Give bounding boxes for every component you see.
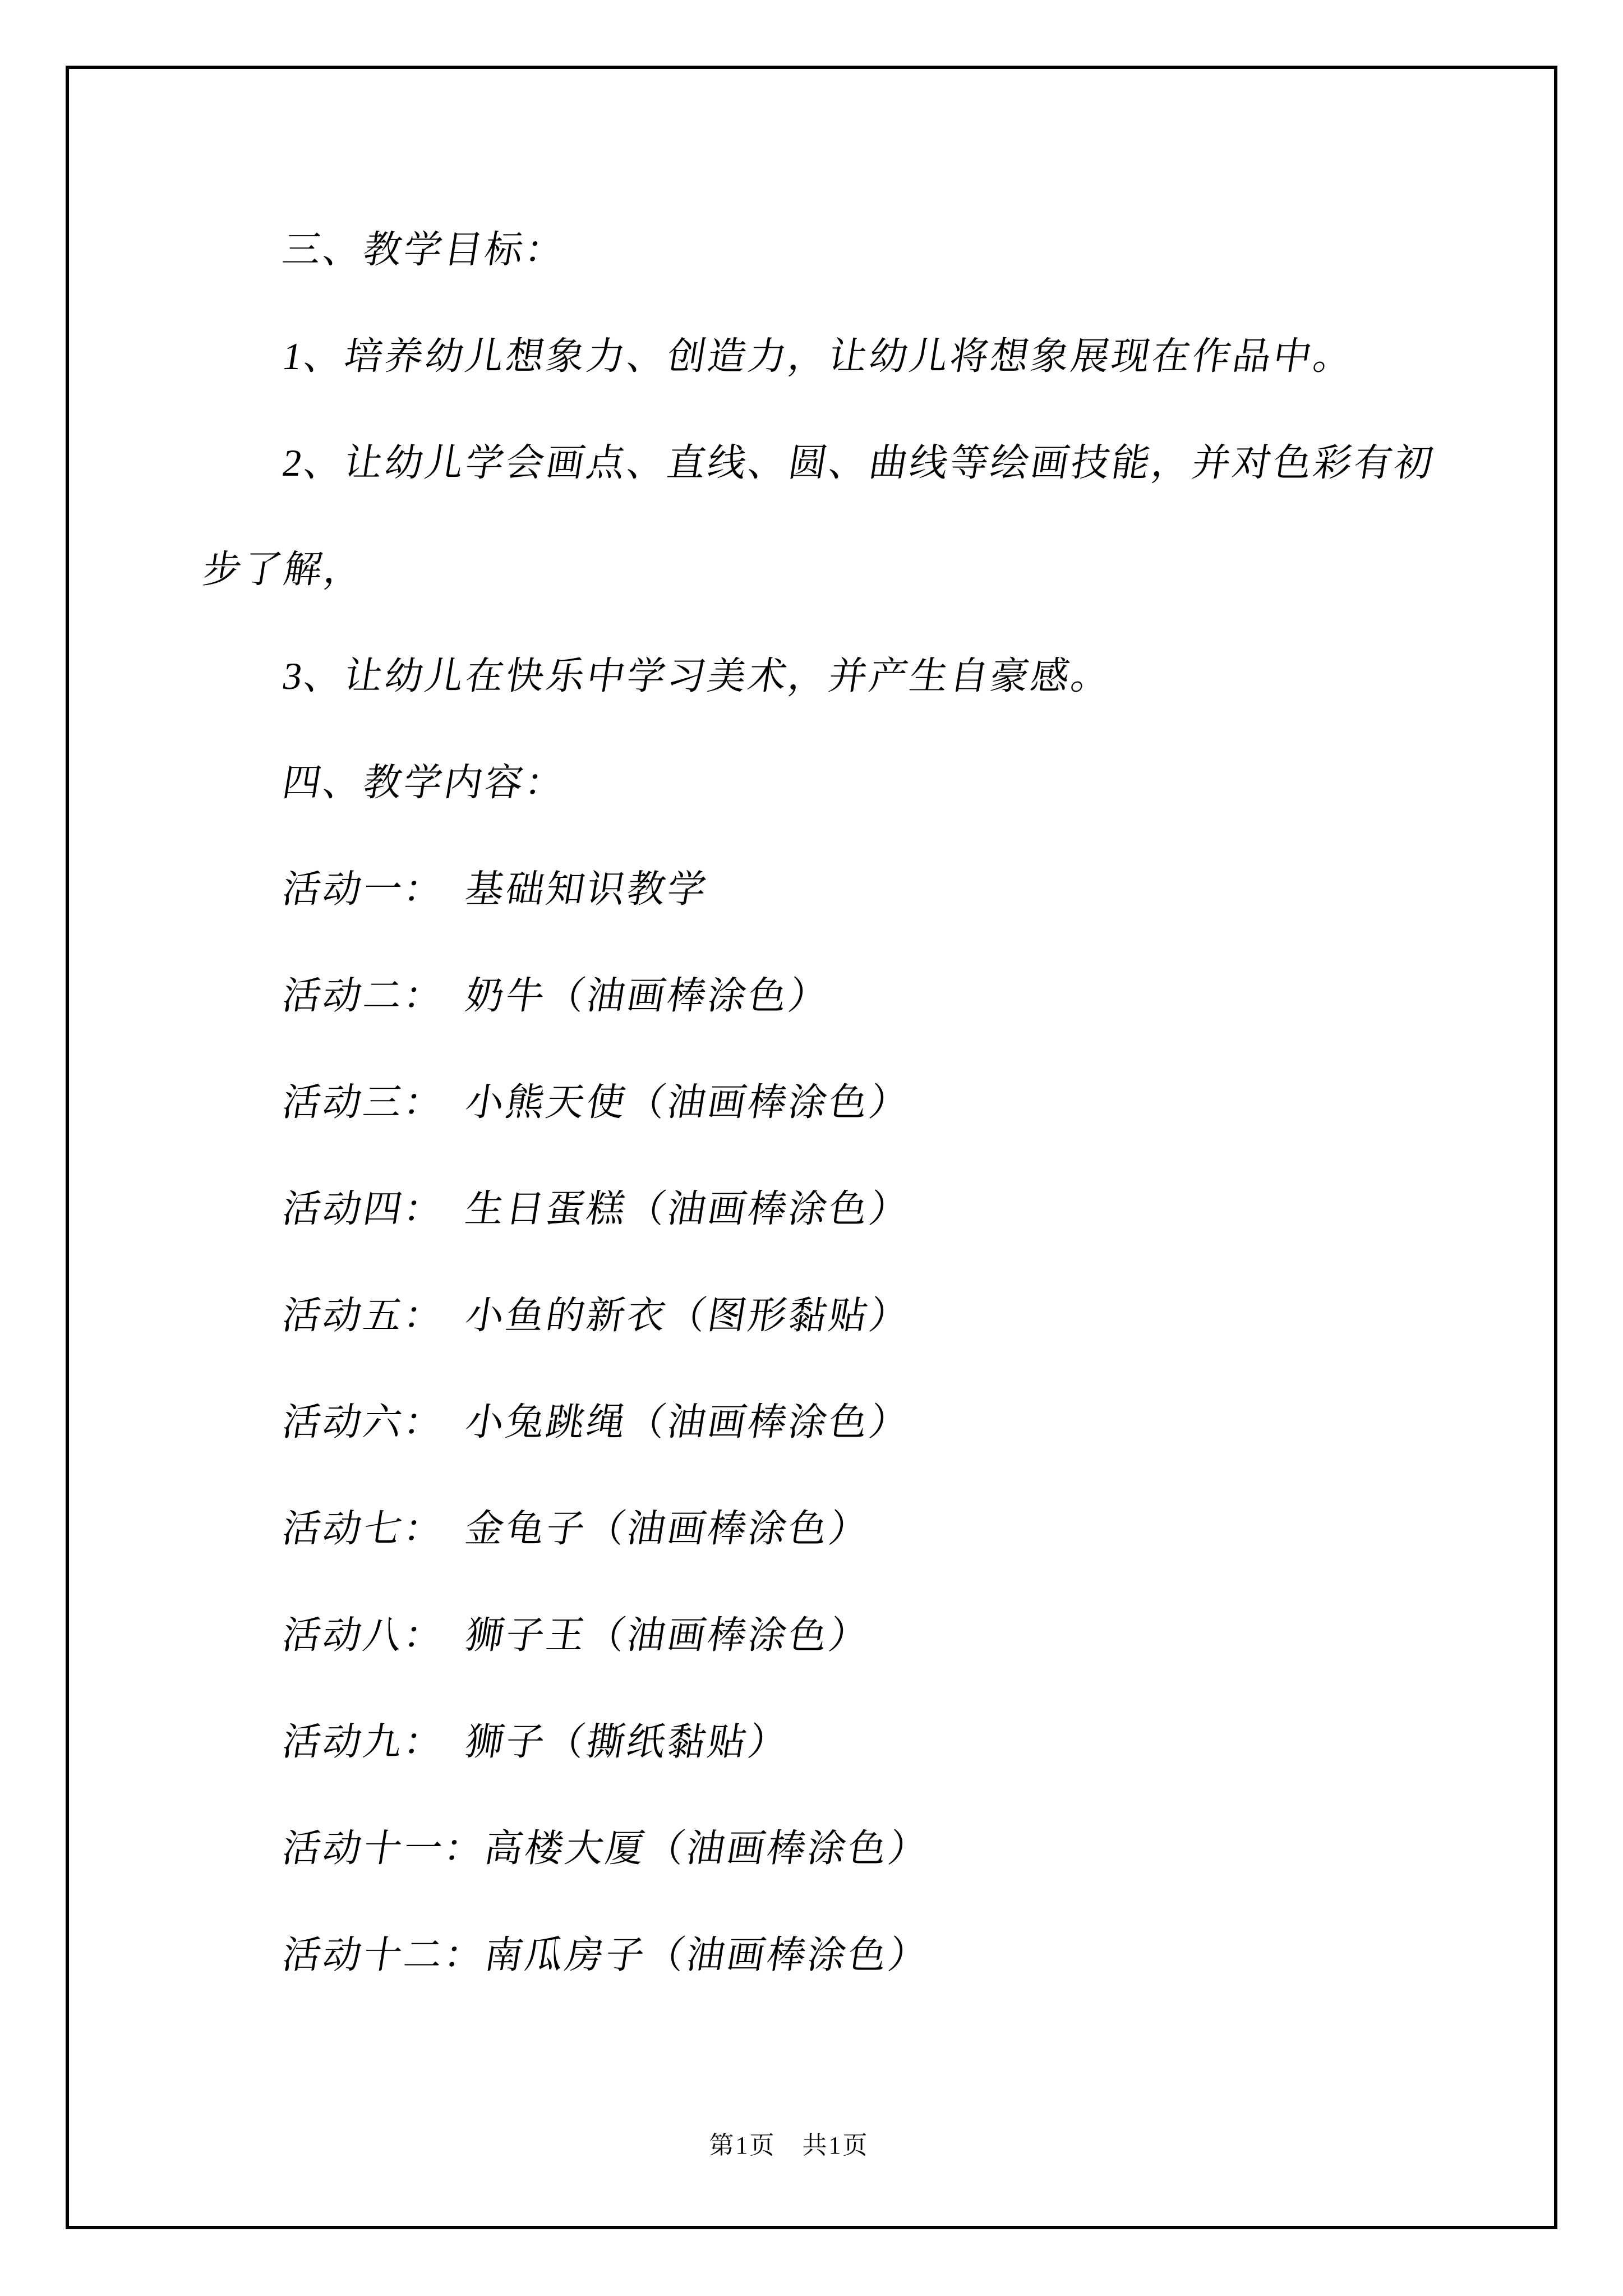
- text-line: [199, 729, 1467, 836]
- text-line-content: 活动九： 狮子（撕纸黏贴）: [279, 1720, 792, 1763]
- text-line-content: 三、教学目标：: [279, 228, 569, 271]
- text-line-content: 活动十一：高楼大厦（油画棒涂色）: [279, 1827, 933, 1870]
- text-line-content: 2、让幼儿学会画点、直线、圆、曲线等绘画技能，并对色彩有初: [279, 441, 1438, 484]
- text-line: [199, 1156, 1467, 1262]
- text-line-content: 步了解，: [200, 548, 368, 591]
- page-number: 第1页 共1页: [709, 2132, 869, 2159]
- text-line: [199, 196, 1467, 303]
- text-line-content: 活动十二：南瓜房子（油画棒涂色）: [279, 1934, 933, 1976]
- text-line-content: 1、培养幼儿想象力、创造力，让幼儿将想象展现在作品中。: [279, 335, 1358, 378]
- text-line: [199, 1688, 1467, 1795]
- text-line: [199, 1902, 1467, 2008]
- text-line-content: 活动六： 小兔跳绳（油画棒涂色）: [279, 1401, 914, 1443]
- text-line-content: 活动七： 金龟子（油画棒涂色）: [279, 1507, 873, 1550]
- page-footer: [0, 2125, 1601, 2161]
- text-line: [199, 1795, 1467, 1902]
- text-line: [199, 409, 1467, 516]
- text-line-content: 3、让幼儿在快乐中学习美术，并产生自豪感。: [279, 655, 1115, 697]
- text-line: [199, 1475, 1467, 1582]
- text-line-content: 活动三： 小熊天使（油画棒涂色）: [279, 1081, 914, 1124]
- text-line: [199, 1369, 1467, 1475]
- text-line: [199, 1049, 1467, 1156]
- text-line: [199, 1582, 1467, 1688]
- text-line: [199, 836, 1467, 942]
- text-line: [199, 516, 1467, 623]
- text-line-content: 四、教学内容：: [279, 761, 569, 804]
- text-line: [199, 942, 1467, 1049]
- text-line: [199, 623, 1467, 729]
- text-line-content: 活动二： 奶牛（油画棒涂色）: [279, 974, 833, 1017]
- document-body: [199, 196, 1467, 2008]
- text-line-content: 活动四： 生日蛋糕（油画棒涂色）: [279, 1188, 914, 1230]
- text-line-content: 活动五： 小鱼的新衣（图形黏贴）: [279, 1294, 914, 1337]
- text-line-content: 活动一： 基础知识教学: [279, 868, 712, 910]
- text-line: [199, 303, 1467, 409]
- text-line: [199, 1262, 1467, 1369]
- text-line-content: 活动八： 狮子王（油画棒涂色）: [279, 1614, 873, 1657]
